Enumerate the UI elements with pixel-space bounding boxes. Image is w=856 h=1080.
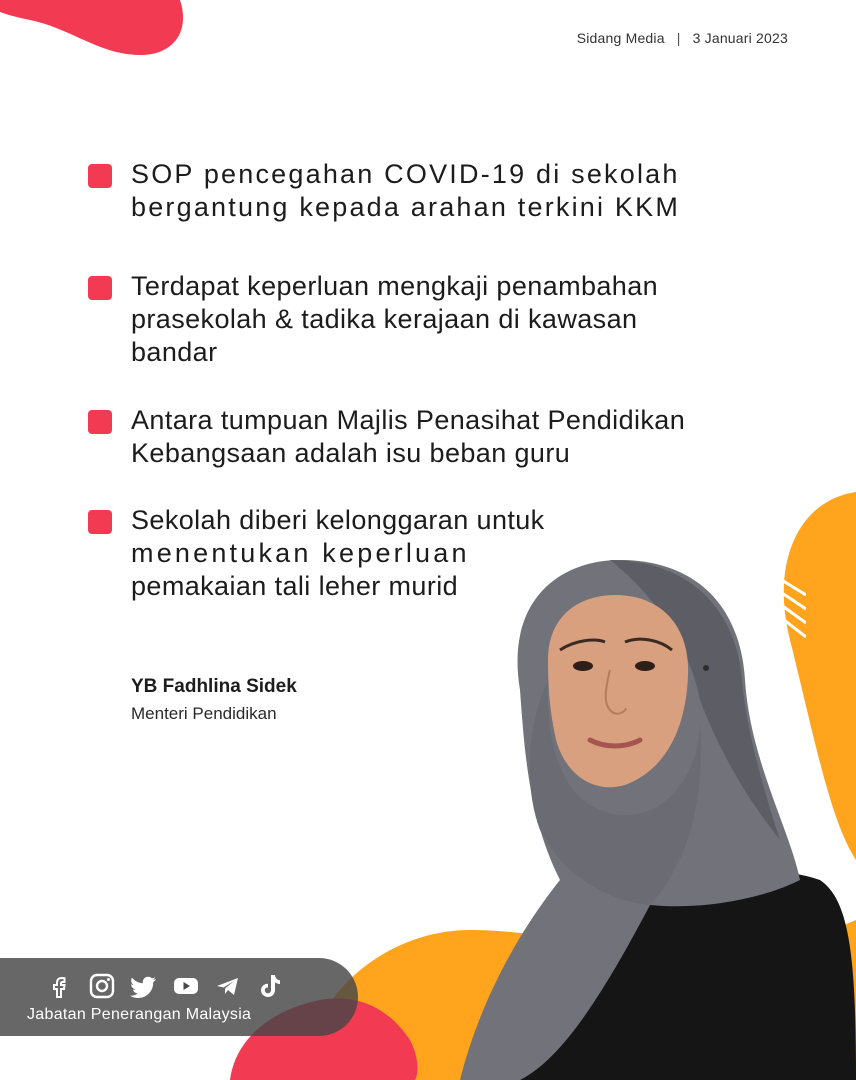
bullet-line: Terdapat keperluan mengkaji penambahan bbox=[131, 271, 659, 301]
orange-blob-right bbox=[784, 492, 856, 860]
bullet-line: Kebangsaan adalah isu beban guru bbox=[131, 438, 571, 468]
header-label: Sidang Media bbox=[576, 30, 665, 46]
instagram-icon[interactable] bbox=[88, 972, 116, 1000]
bullet-marker bbox=[88, 276, 112, 300]
telegram-icon[interactable] bbox=[214, 972, 242, 1000]
facebook-icon[interactable] bbox=[46, 972, 74, 1000]
bullet-item bbox=[88, 158, 791, 224]
header-separator: | bbox=[676, 30, 681, 46]
bullet-line: pemakaian tali leher murid bbox=[131, 571, 459, 601]
bullet-marker bbox=[88, 510, 112, 534]
bullet-line: bergantung kepada arahan terkini KKM bbox=[131, 192, 681, 222]
speaker-role: Menteri Pendidikan bbox=[131, 704, 277, 723]
speaker-caption bbox=[131, 676, 297, 724]
bullet-item bbox=[88, 404, 791, 470]
bullet-line: menentukan keperluan bbox=[131, 538, 470, 568]
header-date: 3 Januari 2023 bbox=[692, 30, 788, 46]
speaker-name: YB Fadhlina Sidek bbox=[131, 676, 297, 697]
bullet-item bbox=[88, 270, 791, 369]
bullet-item bbox=[88, 504, 791, 603]
bullet-line: bandar bbox=[131, 337, 218, 367]
bullet-line: SOP pencegahan COVID-19 di sekolah bbox=[131, 159, 680, 189]
header bbox=[577, 30, 788, 46]
bullet-text bbox=[131, 404, 791, 470]
red-blob-top bbox=[0, 0, 183, 55]
bullet-line: prasekolah & tadika kerajaan di kawasan bbox=[131, 304, 638, 334]
bullet-text bbox=[131, 504, 791, 603]
organization-name: Jabatan Penerangan Malaysia bbox=[27, 1006, 252, 1023]
youtube-icon[interactable] bbox=[172, 972, 200, 1000]
bullet-text bbox=[131, 270, 791, 369]
bullet-marker bbox=[88, 410, 112, 434]
bullet-text bbox=[131, 158, 791, 224]
tiktok-icon[interactable] bbox=[256, 972, 284, 1000]
bullet-line: Antara tumpuan Majlis Penasihat Pendidikan bbox=[131, 405, 686, 435]
social-icons bbox=[46, 972, 284, 1000]
footer-bar bbox=[0, 958, 358, 1036]
bullet-marker bbox=[88, 164, 112, 188]
bullet-line: Sekolah diberi kelonggaran untuk bbox=[131, 505, 545, 535]
twitter-icon[interactable] bbox=[130, 972, 158, 1000]
